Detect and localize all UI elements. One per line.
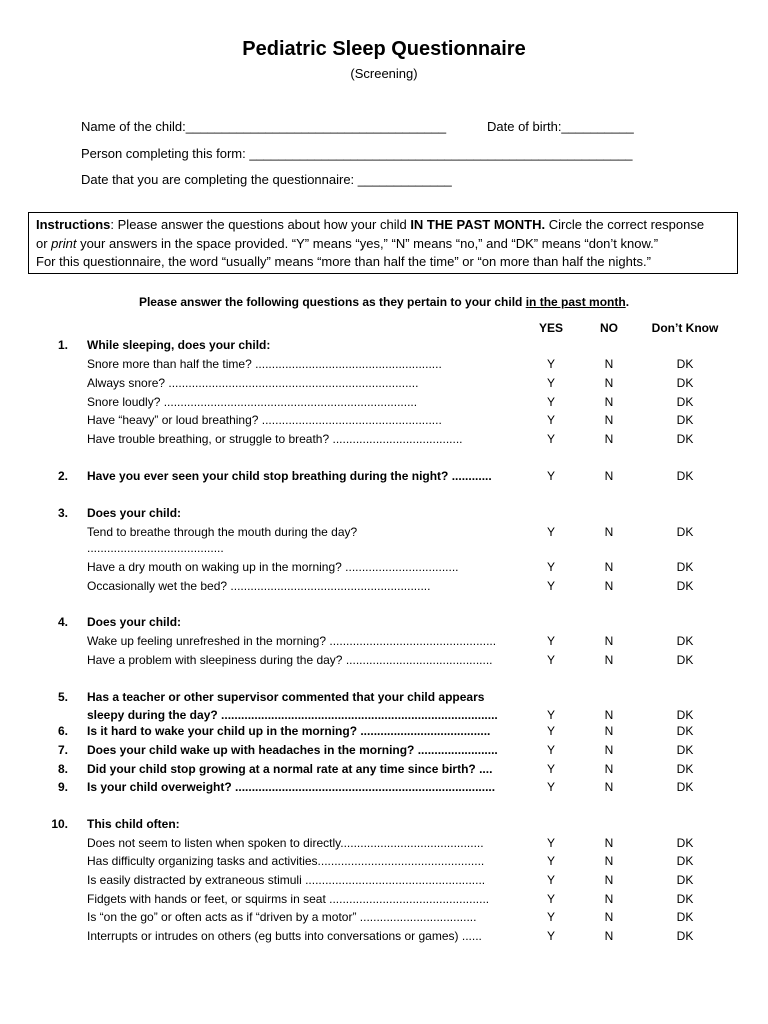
answer-no[interactable]: N [604, 910, 614, 924]
answer-no[interactable]: N [604, 762, 614, 776]
answer-yes[interactable]: Y [546, 892, 555, 906]
question-text: Does your child wake up with headaches in the morning? ........................ [87, 743, 498, 757]
question-heading: This child often: [87, 817, 180, 831]
answer-no[interactable]: N [604, 873, 614, 887]
question-number: 10. [51, 817, 68, 831]
answer-dk[interactable]: DK [676, 432, 694, 446]
question-number: 2. [57, 469, 68, 483]
date-completed-field[interactable]: Date that you are completing the questionnaire: _____________ [81, 172, 452, 187]
answer-yes[interactable]: Y [546, 376, 555, 390]
question-item: Is “on the go” or often acts as if “driven by a motor” ................................... [87, 910, 477, 924]
question-number: 5. [57, 690, 68, 704]
instructions-emphasis: IN THE PAST MONTH. [410, 217, 546, 232]
page-title: Pediatric Sleep Questionnaire [242, 38, 526, 60]
answer-no[interactable]: N [604, 395, 614, 409]
answer-yes[interactable]: Y [546, 634, 555, 648]
answer-yes[interactable]: Y [546, 836, 555, 850]
answer-dk[interactable]: DK [676, 653, 694, 667]
question-item: Wake up feeling unrefreshed in the morning? .................................................. [87, 634, 497, 648]
answer-dk[interactable]: DK [676, 780, 694, 794]
answer-no[interactable]: N [604, 892, 614, 906]
question-item: Interrupts or intrudes on others (eg butts into conversations or games) ...... [87, 929, 482, 943]
answer-dk[interactable]: DK [676, 724, 694, 738]
answer-no[interactable]: N [604, 780, 614, 794]
question-number: 8. [57, 762, 68, 776]
answer-no[interactable]: N [604, 929, 614, 943]
question-number: 7. [57, 743, 68, 757]
answer-yes[interactable]: Y [546, 357, 555, 371]
answer-dk[interactable]: DK [676, 762, 694, 776]
answer-yes[interactable]: Y [546, 724, 555, 738]
answer-yes[interactable]: Y [546, 579, 555, 593]
instructions-line-1 [36, 216, 730, 235]
page-subtitle: (Screening) [350, 66, 418, 81]
answer-no[interactable]: N [604, 560, 614, 574]
answer-no[interactable]: N [604, 854, 614, 868]
answer-dk[interactable]: DK [676, 579, 694, 593]
column-header-no: NO [600, 321, 618, 335]
answer-dk[interactable]: DK [676, 469, 694, 483]
answer-yes[interactable]: Y [546, 525, 555, 539]
question-text: Did your child stop growing at a normal rate at any time since birth? .... [87, 762, 493, 776]
answer-dk[interactable]: DK [676, 854, 694, 868]
answer-yes[interactable]: Y [546, 762, 555, 776]
question-item: Occasionally wet the bed? ............................................................ [87, 579, 431, 593]
question-heading: While sleeping, does your child: [87, 338, 271, 352]
answer-yes[interactable]: Y [546, 910, 555, 924]
answer-dk[interactable]: DK [676, 634, 694, 648]
question-item: Snore loudly? ............................................................................ [87, 395, 418, 409]
column-header-yes: YES [538, 321, 563, 335]
answer-dk[interactable]: DK [676, 376, 694, 390]
answer-dk[interactable]: DK [676, 560, 694, 574]
answer-yes[interactable]: Y [546, 560, 555, 574]
answer-no[interactable]: N [604, 376, 614, 390]
answer-yes[interactable]: Y [546, 432, 555, 446]
answer-yes[interactable]: Y [546, 929, 555, 943]
answer-dk[interactable]: DK [676, 873, 694, 887]
answer-yes[interactable]: Y [546, 743, 555, 757]
instructions-line-2 [36, 235, 730, 254]
question-heading: Does your child: [87, 506, 182, 520]
instructions-label: Instructions [36, 217, 111, 232]
answer-dk[interactable]: DK [676, 892, 694, 906]
question-item: Have a problem with sleepiness during the day? ............................................ [87, 653, 493, 667]
question-text: Have you ever seen your child stop breathing during the night? ............ [87, 469, 492, 483]
question-text: Has a teacher or other supervisor commented that your child appears [87, 690, 485, 704]
column-header-dont-know: Don’t Know [651, 321, 719, 335]
question-number: 9. [57, 780, 68, 794]
answer-dk[interactable]: DK [676, 708, 694, 722]
answer-yes[interactable]: Y [546, 395, 555, 409]
answer-no[interactable]: N [604, 525, 614, 539]
question-item: Has difficulty organizing tasks and activities.................................................. [87, 854, 485, 868]
instructions-line-3: For this questionnaire, the word “usually” means “more than half the time” or “on more than half the nights.” [36, 254, 651, 269]
answer-dk[interactable]: DK [676, 395, 694, 409]
answer-no[interactable]: N [604, 469, 614, 483]
instructions-box [28, 212, 738, 274]
question-text: Is it hard to wake your child up in the morning? ....................................... [87, 724, 491, 738]
answer-no[interactable]: N [604, 653, 614, 667]
answer-no[interactable]: N [604, 708, 614, 722]
question-heading: Does your child: [87, 615, 182, 629]
question-item: Have a dry mouth on waking up in the morning? .................................. [87, 560, 459, 574]
instructions-text: Circle the correct response [545, 217, 705, 232]
intro-part: Please answer the following questions as they pertain to your child [138, 295, 526, 309]
question-number: 3. [57, 506, 68, 520]
instructions-text: : Please answer the questions about how your child [110, 217, 411, 232]
question-item-leader: ......................................... [87, 541, 224, 555]
intro-text [0, 295, 768, 309]
dob-field[interactable]: Date of birth:__________ [487, 119, 634, 134]
answer-yes[interactable]: Y [546, 873, 555, 887]
question-item: Is easily distracted by extraneous stimuli ...................................................... [87, 873, 486, 887]
question-number: 4. [57, 615, 68, 629]
question-item: Always snore? ........................................................................... [87, 376, 419, 390]
question-number: 6. [57, 724, 68, 738]
question-item: Have “heavy” or loud breathing? ...................................................... [87, 413, 442, 427]
instructions-text: your answers in the space provided. “Y” means “yes,” “N” means “no,” and “DK” means “don’t know.” [76, 235, 659, 251]
question-item: Does not seem to listen when spoken to directly........................................... [87, 836, 484, 850]
question-item: Tend to breathe through the mouth during the day? [87, 525, 358, 539]
answer-no[interactable]: N [604, 413, 614, 427]
answer-yes[interactable]: Y [546, 653, 555, 667]
intro-part: . [625, 295, 630, 309]
question-text: Is your child overweight? .............................................................................. [87, 780, 496, 794]
answer-dk[interactable]: DK [676, 525, 694, 539]
intro-underlined: in the past month [525, 295, 626, 309]
answer-dk[interactable]: DK [676, 929, 694, 943]
answer-dk[interactable]: DK [676, 836, 694, 850]
child-name-field[interactable]: Name of the child:____________________________________ [81, 119, 447, 134]
instructions-italic: print [51, 235, 77, 251]
question-number: 1. [57, 338, 68, 352]
answer-yes[interactable]: Y [546, 413, 555, 427]
answer-no[interactable]: N [604, 743, 614, 757]
answer-dk[interactable]: DK [676, 743, 694, 757]
answer-no[interactable]: N [604, 724, 614, 738]
answer-no[interactable]: N [604, 579, 614, 593]
question-text: sleepy during the day? ................................................................................... [87, 708, 498, 722]
answer-no[interactable]: N [604, 357, 614, 371]
question-item: Have trouble breathing, or struggle to breath? ....................................... [87, 432, 463, 446]
answer-no[interactable]: N [604, 432, 614, 446]
answer-dk[interactable]: DK [676, 910, 694, 924]
answer-yes[interactable]: Y [546, 708, 555, 722]
answer-no[interactable]: N [604, 634, 614, 648]
answer-dk[interactable]: DK [676, 413, 694, 427]
answer-yes[interactable]: Y [546, 780, 555, 794]
answer-no[interactable]: N [604, 836, 614, 850]
answer-dk[interactable]: DK [676, 357, 694, 371]
answer-yes[interactable]: Y [546, 469, 555, 483]
question-item: Snore more than half the time? ........................................................ [87, 357, 442, 371]
instructions-text: or [36, 235, 52, 251]
question-item: Fidgets with hands or feet, or squirms in seat ................................................ [87, 892, 490, 906]
completer-field[interactable]: Person completing this form: _____________________________________________________ [81, 146, 633, 161]
answer-yes[interactable]: Y [546, 854, 555, 868]
